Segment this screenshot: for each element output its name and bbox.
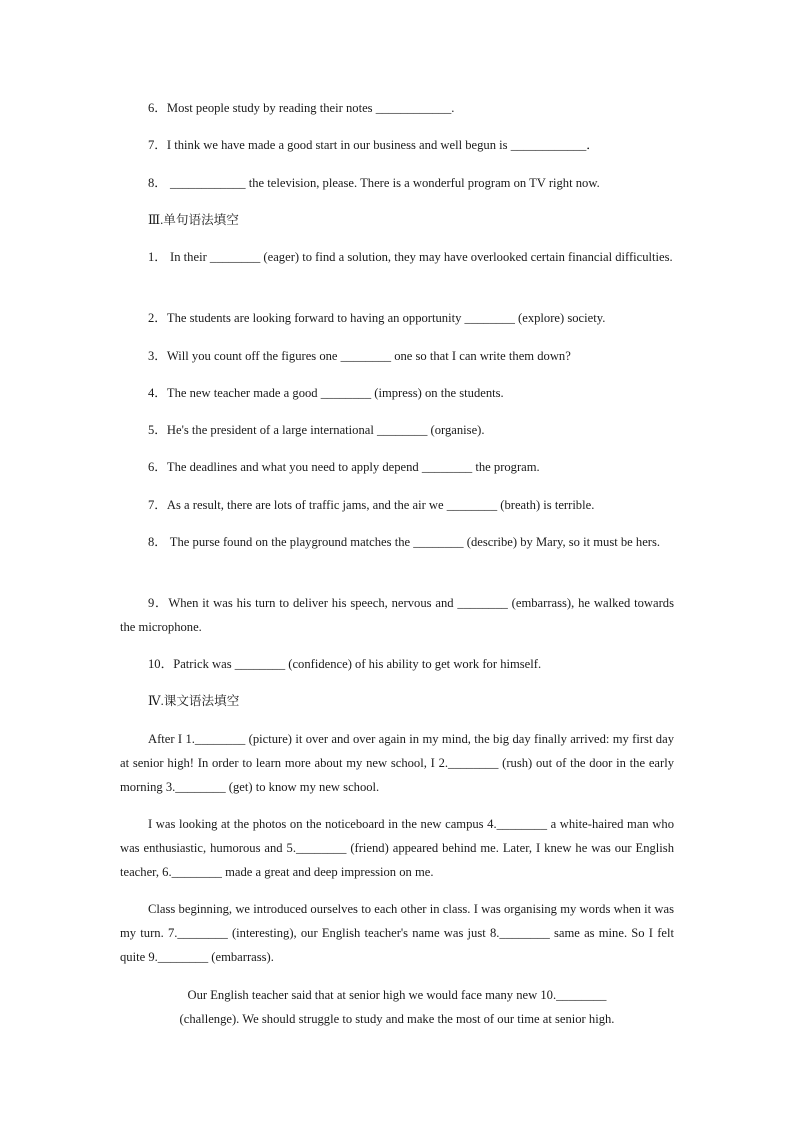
question-s3-3: 3．Will you count off the figures one ________ one so that I can write them down? [148, 349, 571, 363]
question-s3-9: 9．When it was his turn to deliver his speech, nervous and ________ (embarrass), he walked towards the microphone. [120, 596, 674, 634]
question-s3-10: 10．Patrick was ________ (confidence) of his ability to get work for himself. [148, 657, 542, 671]
question-s3-4: 4．The new teacher made a good ________ (impress) on the students. [148, 386, 504, 400]
passage-paragraph-2: I was looking at the photos on the noticeboard in the new campus 4.________ a white-haired man who was enthusiastic, humorous and 5.________ (friend) appeared behind me. Later, I knew he was our English teacher, 6.________ made a great and deep impression on me. [120, 817, 674, 879]
question-s3-8: 8． The purse found on the playground matches the ________ (describe) by Mary, so it must be hers. [148, 535, 661, 549]
question-s2-7: 7．I think we have made a good start in our business and well begun is ____________． [148, 138, 599, 152]
passage-paragraph-4-line-2: (challenge). We should struggle to study and make the most of our time at senior high. [179, 1012, 615, 1026]
question-s3-7: 7．As a result, there are lots of traffic jams, and the air we ________ (breath) is terrible. [148, 498, 595, 512]
passage-paragraph-4-line-1: Our English teacher said that at senior high we would face many new 10.________ [187, 988, 607, 1002]
passage-paragraph-1: After I 1.________ (picture) it over and over again in my mind, the big day finally arrived: my first day at senior high! In order to learn more about my new school, I 2.________ (rush) out of the door in the early morning 3.________ (get) to know my new school. [120, 732, 674, 794]
section-4-heading: Ⅳ.课文语法填空 [148, 694, 240, 708]
question-s3-1: 1． In their ________ (eager) to find a solution, they may have overlooked certain financial difficulties. [148, 250, 673, 264]
question-s2-8: 8． ____________ the television, please. There is a wonderful program on TV right now. [148, 176, 600, 190]
question-s3-5: 5．He's the president of a large international ________ (organise). [148, 423, 485, 437]
question-s2-6: 6．Most people study by reading their notes ____________. [148, 101, 455, 115]
section-3-heading: Ⅲ.单句语法填空 [148, 213, 239, 227]
question-s3-6: 6．The deadlines and what you need to apply depend ________ the program. [148, 460, 540, 474]
question-s3-2: 2．The students are looking forward to having an opportunity ________ (explore) society. [148, 311, 606, 325]
passage-paragraph-3: Class beginning, we introduced ourselves to each other in class. I was organising my words when it was my turn. 7.________ (interesting), our English teacher's name was just 8.________ same as mine. So I felt quite 9.________ (embarrass). [120, 902, 674, 964]
